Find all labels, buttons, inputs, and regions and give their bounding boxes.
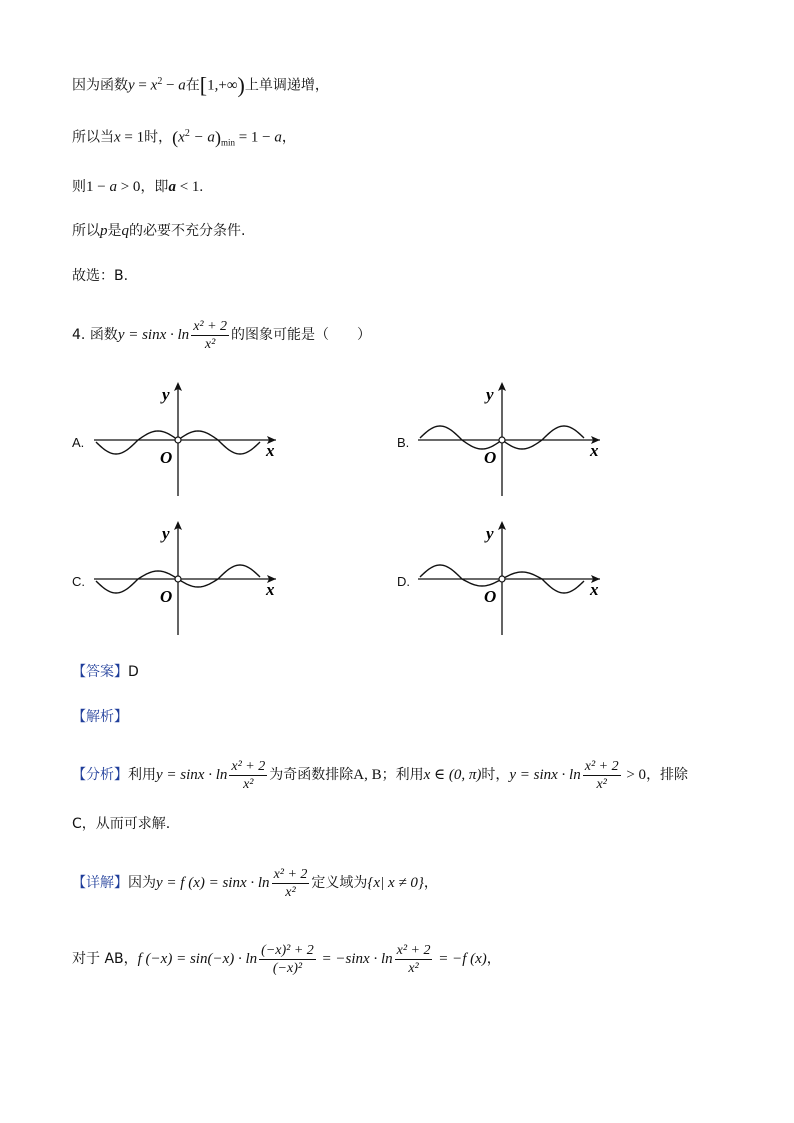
text: 时，: [144, 129, 173, 146]
text: 故选：B.: [72, 268, 129, 284]
text: 所以: [72, 223, 100, 239]
option-b-label: B.: [397, 435, 410, 450]
y-axis-label: y: [486, 524, 494, 543]
math-exp: 2: [157, 76, 163, 87]
math-op: = 1 −: [234, 129, 275, 146]
text: 则: [72, 179, 86, 195]
text: ，: [423, 875, 438, 891]
math-expr: A, B: [353, 767, 382, 783]
analysis-line: [72, 707, 128, 727]
math-op: > 0: [116, 179, 141, 195]
math-expr: 1 −: [86, 179, 110, 195]
fraction-numerator: (−x)² + 2: [261, 942, 314, 958]
fraction-denominator: x²: [596, 776, 607, 792]
fraction-denominator: x²: [408, 960, 419, 976]
bracket: ): [214, 127, 221, 148]
math-sub: min: [220, 137, 235, 148]
fraction: [272, 866, 310, 901]
math-op: = 1: [120, 129, 145, 146]
text: ，排除: [646, 767, 689, 783]
fraction-denominator: x²: [204, 336, 216, 352]
bracket: [: [199, 72, 208, 98]
math-expr: = −f (x): [434, 951, 487, 967]
text: 对于 AB，: [72, 951, 138, 967]
solution-line-1: [72, 72, 329, 96]
fraction: [583, 758, 621, 793]
origin-label: O: [160, 587, 173, 606]
solution-line-3: [72, 177, 203, 197]
origin-hollow-point: [499, 437, 505, 443]
text: 的必要不充分条件.: [129, 223, 246, 239]
detail-tag: 【详解】: [72, 875, 128, 891]
question-number: 4.: [72, 327, 86, 343]
solution-line-4: [72, 221, 245, 241]
math-op: > 0: [622, 767, 647, 783]
fraction-numerator: x² + 2: [396, 942, 431, 958]
option-a-graph: [90, 380, 290, 500]
fenxi-tag: 【分析】: [72, 767, 128, 783]
y-axis-label: y: [162, 524, 170, 543]
fraction-numerator: x² + 2: [273, 866, 308, 882]
solution-line-2: [72, 124, 296, 152]
ab-line: [72, 940, 501, 978]
origin-hollow-point: [175, 576, 181, 582]
origin-hollow-point: [499, 576, 505, 582]
text: 利用: [128, 767, 156, 783]
answer-line: [72, 662, 139, 682]
math-expr: − a: [189, 129, 215, 146]
math-var: q: [121, 223, 129, 239]
x-axis-label: x: [590, 441, 599, 460]
option-d-graph: [414, 519, 614, 639]
option-a-label: A.: [72, 435, 85, 450]
origin-hollow-point: [175, 437, 181, 443]
y-axis-label: y: [162, 385, 170, 404]
text: C，从而可求解.: [72, 816, 171, 832]
math-exp: 2: [184, 128, 190, 139]
math-var: a: [274, 129, 282, 146]
text: 是: [107, 223, 122, 239]
bracket: (: [172, 127, 179, 148]
bracket: ): [237, 72, 245, 98]
math-expr: y = sinx · ln: [117, 327, 190, 343]
x-axis-label: x: [266, 580, 275, 599]
fraction-numerator: x² + 2: [584, 758, 619, 774]
math-var: p: [100, 223, 108, 239]
origin-label: O: [484, 448, 497, 467]
fraction-denominator: x²: [285, 884, 296, 900]
text: 定义域为: [311, 875, 368, 891]
text: 因为: [128, 875, 156, 891]
option-d-label: D.: [397, 574, 410, 589]
detail-line: [72, 864, 438, 902]
math-interval: 1,+∞: [207, 77, 238, 94]
origin-label: O: [160, 448, 173, 467]
math-op: < 1.: [175, 179, 204, 195]
fraction: [259, 942, 316, 977]
math-var: x: [114, 129, 121, 146]
math-expr: x ∈ (0, π): [423, 767, 482, 783]
option-b-graph: [414, 380, 614, 500]
fraction-numerator: x² + 2: [231, 758, 266, 774]
text: ，即: [140, 179, 169, 195]
math-expr: f (−x) = sin(−x) · ln: [137, 951, 258, 967]
fraction-numerator: x² + 2: [193, 318, 228, 334]
analysis-tag: 【解析】: [72, 709, 128, 725]
math-var: x: [178, 129, 185, 146]
fraction: [229, 758, 267, 793]
text: ，: [281, 129, 296, 146]
text: 所以当: [72, 129, 114, 146]
y-axis-label: y: [486, 385, 494, 404]
answer-tag: 【答案】: [72, 664, 128, 680]
fraction: [395, 942, 433, 977]
fenxi-line-2: [72, 814, 170, 834]
fraction-denominator: (−x)²: [272, 960, 303, 976]
math-expr: y = sinx · ln: [509, 767, 581, 783]
text: 在: [185, 77, 200, 94]
fraction: [191, 318, 229, 353]
text: 时，: [481, 767, 510, 783]
fraction-denominator: x²: [243, 776, 254, 792]
answer-value: D: [128, 664, 139, 680]
math-expr: = −sinx · ln: [317, 951, 393, 967]
x-axis-label: x: [266, 441, 275, 460]
math-var: a: [168, 179, 176, 195]
text: 函数: [89, 327, 118, 343]
math-expr: y = f (x) = sinx · ln: [156, 875, 270, 891]
math-var: y: [128, 77, 135, 94]
fenxi-line: [72, 756, 688, 794]
math-op: =: [134, 77, 151, 94]
math-op: −: [162, 77, 179, 94]
text: 上单调递增，: [244, 77, 329, 94]
math-var: a: [178, 77, 186, 94]
text: 为奇函数排除: [269, 767, 354, 783]
x-axis-label: x: [590, 580, 599, 599]
math-expr: y = sinx · ln: [156, 767, 228, 783]
origin-label: O: [484, 587, 497, 606]
math-var: a: [109, 179, 117, 195]
question-4: [72, 316, 371, 354]
math-var: x: [150, 77, 158, 94]
solution-line-5: [72, 266, 128, 286]
text: ；利用: [381, 767, 424, 783]
option-c-label: C.: [72, 574, 85, 589]
math-set: {x| x ≠ 0}: [367, 875, 424, 891]
text: ，: [486, 951, 501, 967]
text: 因为函数: [72, 77, 128, 94]
option-c-graph: [90, 519, 290, 639]
text: 的图象可能是（ ）: [231, 327, 372, 343]
